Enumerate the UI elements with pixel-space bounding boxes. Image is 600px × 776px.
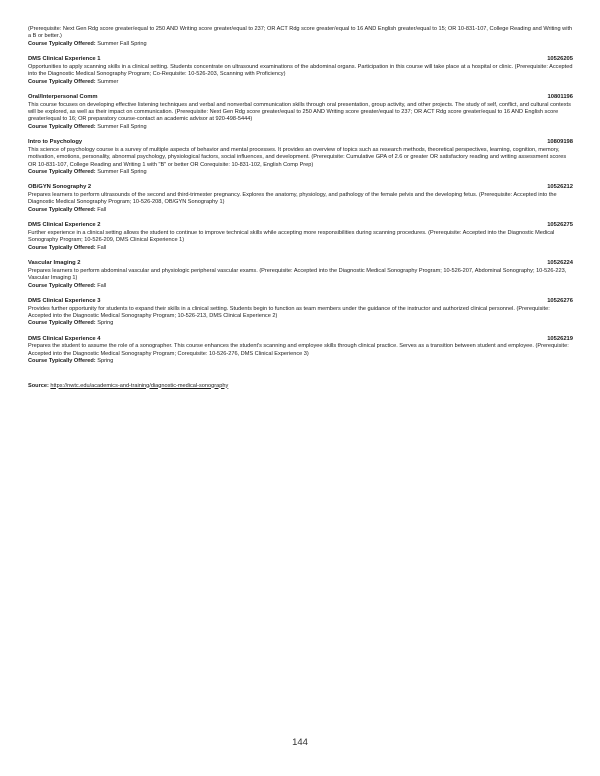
course-description: Further experience in a clinical setting allows the student to continue to improve technical skills while accepting more responsibilities during scanning procedures. (Prerequisite: Accepted into the Diagnostic Medical Sonography Program; 10-526-209, DMS Clinical Experience 1) bbox=[28, 229, 555, 244]
course-description: Provides further opportunity for students to expand their skills in a clinical setting. Students begin to function as team members under the guidance of the instructor and authorized clinical personnel. (Prerequisite: Accepted into the Diagnostic Medical Sonography Program; 10-526-213, DMS Clinical Experience 2) bbox=[28, 305, 550, 319]
course-header bbox=[28, 298, 573, 306]
course-code: 10526224 bbox=[547, 260, 573, 267]
offered-value: Fall bbox=[95, 282, 107, 289]
offered-label: Course Typically Offered: bbox=[28, 320, 96, 327]
offered-label: Course Typically Offered: bbox=[28, 244, 96, 251]
course-header bbox=[28, 222, 573, 230]
course-code: 10801196 bbox=[547, 94, 573, 101]
offered-value: Summer Fall Spring bbox=[95, 123, 147, 130]
source-line bbox=[28, 383, 573, 390]
course-description: This science of psychology course is a survey of multiple aspects of behavior and mental processes. It provides an overview of topics such as research methods, theoretical perspectives, learning, cognition, memory, motivation, emotions, personality, abnormal psychology, physiological factors, social influences, and development. (Prerequisite: Cumulative GPA of 2.6 or greater OR satisfactory reading and writing assessment scores OR 10-831-107, College Reading and Writing 1 with "B" or better OR Corequisite: 10-831-102, English Comp Prep) bbox=[28, 146, 567, 168]
course-description: This course focuses on developing effective listening techniques and verbal and nonverbal communication skills through oral presentation, group activity, and other projects. The study of self, conflict, and cultural contexts will be explored, as well as their impact on communication. (Prerequisite: Next Gen Rdg score greater/equal to 250 AND Writing score greater/equal to 237; OR ACT Rdg score greater/equal to 16 AND English score greater/equal to 16; OR preparatory course-contact an academic advisor at 920-498-5444) bbox=[28, 101, 571, 123]
course-block bbox=[28, 222, 573, 252]
course-header bbox=[28, 139, 573, 147]
course-header bbox=[28, 260, 573, 268]
offered-label: Course Typically Offered: bbox=[28, 358, 96, 365]
offered-value: Summer bbox=[95, 78, 119, 85]
intro-block bbox=[28, 26, 573, 48]
offered-value: Spring bbox=[95, 320, 114, 327]
course-title: DMS Clinical Experience 2 bbox=[28, 222, 101, 229]
course-title: Oral/Interpersonal Comm bbox=[28, 94, 98, 101]
course-title: DMS Clinical Experience 1 bbox=[28, 56, 101, 63]
intro-prerequisite: (Prerequisite: Next Gen Rdg score greater/equal to 250 AND Writing score greater/equal to 237; OR ACT Rdg score greater/equal to 16 AND English greater/equal to 15; OR 10-831-107, College Reading and Writing with a B or better.) bbox=[28, 26, 573, 40]
course-offered bbox=[28, 320, 573, 327]
course-title: Intro to Psychology bbox=[28, 139, 83, 146]
intro-offered bbox=[28, 41, 573, 48]
course-offered bbox=[28, 79, 573, 86]
course-code: 10526275 bbox=[547, 222, 573, 229]
course-code: 10526205 bbox=[547, 56, 573, 63]
course-description: Opportunities to apply scanning skills in a clinical setting. Students concentrate on ultrasound examinations of the abdominal organs. Participation in this course will take place at a hospital or clinic. (Prerequisite: Accepted into the Diagnostic Medical Sonography Program; Co-Requisite: 10-526-203, Scanning with Proficiency) bbox=[28, 63, 573, 78]
course-block bbox=[28, 139, 573, 176]
course-block bbox=[28, 184, 573, 214]
course-block bbox=[28, 94, 573, 131]
page-number: 144 bbox=[292, 737, 308, 748]
course-title: DMS Clinical Experience 3 bbox=[28, 297, 101, 304]
course-offered bbox=[28, 358, 573, 365]
offered-label: Course Typically Offered: bbox=[28, 123, 96, 130]
source-link[interactable]: https://nwtc.edu/academics-and-training/diagnostic-medical-sonography bbox=[50, 382, 229, 389]
offered-value: Fall bbox=[95, 206, 107, 213]
course-code: 10526276 bbox=[547, 297, 573, 304]
offered-label: Course Typically Offered: bbox=[28, 78, 96, 85]
course-title: DMS Clinical Experience 4 bbox=[28, 335, 101, 342]
course-header bbox=[28, 184, 573, 192]
page-content bbox=[28, 26, 573, 390]
course-block bbox=[28, 336, 573, 366]
course-offered bbox=[28, 283, 573, 290]
course-code: 10526212 bbox=[547, 184, 573, 191]
course-title: OB/GYN Sonography 2 bbox=[28, 184, 92, 191]
course-description: Prepares the student to assume the role of a sonographer. This course enhances the student's scanning and employee skills through clinical practice. Serves as a transition between student and employee. (Prerequisite: Accepted into the Diagnostic Medical Sonography Program; Corequisite: 10-526-276, DMS Clinical Experience 3) bbox=[28, 343, 569, 357]
course-description: Prepares learners to perform ultrasounds of the second and third-trimester pregnancy. Explores the anatomy, physiology, and pathology of the female pelvis and the developing fetus. (Prerequisite: Accepted into the Diagnostic Medical Sonography Program; 10-526-208, OB/GYN Sonography 1) bbox=[28, 192, 557, 206]
course-header bbox=[28, 336, 573, 344]
course-offered bbox=[28, 245, 573, 252]
course-header bbox=[28, 94, 573, 102]
offered-value: Summer Fall Spring bbox=[95, 169, 147, 176]
offered-label: Course Typically Offered: bbox=[28, 169, 96, 176]
course-description: Prepares learners to perform abdominal vascular and physiologic peripheral vascular exams. (Prerequisite: Accepted into the Diagnostic Medical Sonography Program; 10-526-207, Abdominal Sonography; 10-526-223, Vascular Imaging 1) bbox=[28, 267, 567, 282]
offered-value: Fall bbox=[95, 244, 107, 251]
course-block bbox=[28, 56, 573, 86]
course-code: 10526219 bbox=[547, 335, 573, 342]
source-label: Source: bbox=[28, 382, 49, 389]
offered-value: Spring bbox=[95, 358, 114, 365]
offered-label: Course Typically Offered: bbox=[28, 206, 96, 213]
course-block bbox=[28, 298, 573, 328]
course-offered bbox=[28, 207, 573, 214]
course-offered bbox=[28, 169, 573, 176]
course-code: 10809198 bbox=[547, 139, 573, 146]
course-offered bbox=[28, 124, 573, 131]
course-header bbox=[28, 56, 573, 64]
offered-value: Summer Fall Spring bbox=[95, 40, 147, 47]
course-block bbox=[28, 260, 573, 290]
offered-label: Course Typically Offered: bbox=[28, 40, 96, 47]
offered-label: Course Typically Offered: bbox=[28, 282, 96, 289]
course-title: Vascular Imaging 2 bbox=[28, 260, 81, 267]
